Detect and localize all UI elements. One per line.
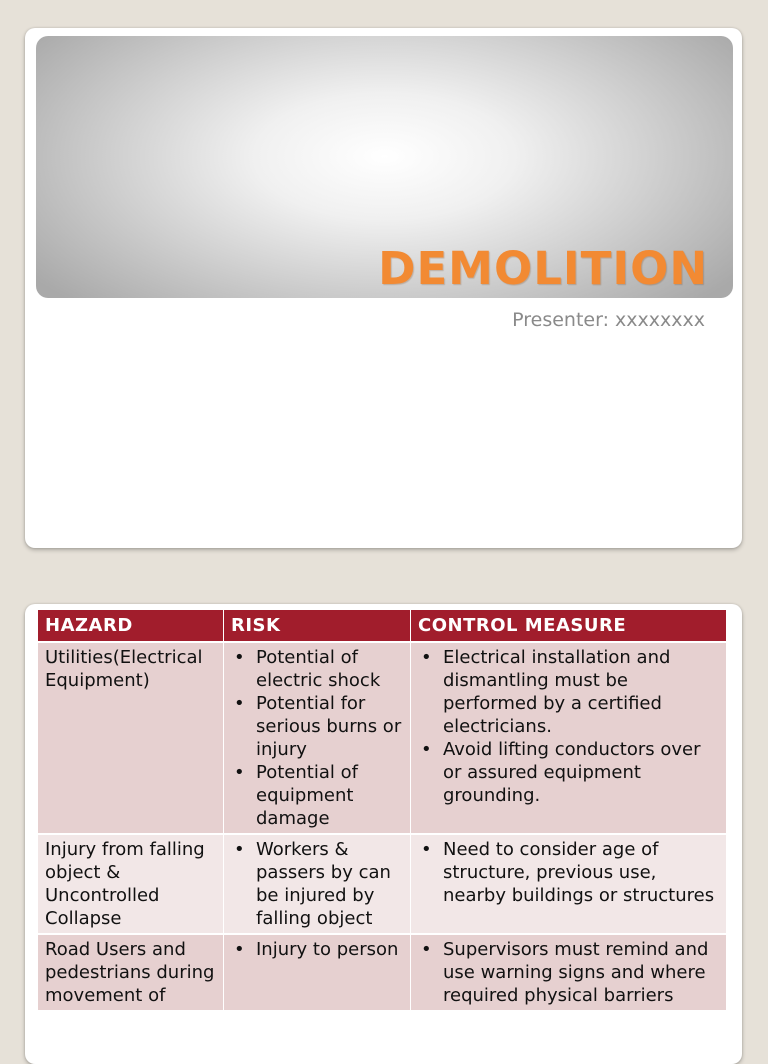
control-cell [411, 934, 727, 1011]
list-item: • Injury to person [256, 938, 404, 961]
risk-list [231, 938, 404, 961]
header-risk: RISK [224, 610, 411, 642]
list-item: • Electrical installation and dismantling must be performed by a certified electricians. [443, 646, 720, 738]
list-item: • Potential of electric shock [256, 646, 404, 692]
list-item: • Supervisors must remind and use warning signs and where required physical barriers [443, 938, 720, 1007]
risk-list [231, 838, 404, 930]
risk-cell [224, 642, 411, 834]
hazard-cell: Injury from falling object & Uncontrolled Collapse [38, 834, 224, 934]
risk-list [231, 646, 404, 830]
risk-cell [224, 934, 411, 1011]
control-list [418, 646, 720, 807]
control-cell [411, 834, 727, 934]
presenter-subtitle: Presenter: xxxxxxxx [512, 309, 705, 331]
list-item: • Potential for serious burns or injury [256, 692, 404, 761]
table-row [38, 934, 727, 1011]
title-slide [25, 28, 742, 548]
header-control-measure: CONTROL MEASURE [411, 610, 727, 642]
table-row [38, 834, 727, 934]
table-row [38, 642, 727, 834]
list-item: • Need to consider age of structure, previous use, nearby buildings or structures [443, 838, 720, 907]
hazard-cell: Utilities(Electrical Equipment) [38, 642, 224, 834]
slide-title: DEMOLITION [378, 242, 708, 295]
risk-cell [224, 834, 411, 934]
list-item: • Workers & passers by can be injured by falling object [256, 838, 404, 930]
control-list [418, 938, 720, 1007]
list-item: • Avoid lifting conductors over or assured equipment grounding. [443, 738, 720, 807]
control-list [418, 838, 720, 907]
control-cell [411, 642, 727, 834]
hazard-table-slide [25, 604, 742, 1064]
header-hazard: HAZARD [38, 610, 224, 642]
hazard-cell: Road Users and pedestrians during movement of [38, 934, 224, 1011]
hazard-table [38, 610, 727, 1012]
table-header-row [38, 610, 727, 642]
list-item: • Potential of equipment damage [256, 761, 404, 830]
